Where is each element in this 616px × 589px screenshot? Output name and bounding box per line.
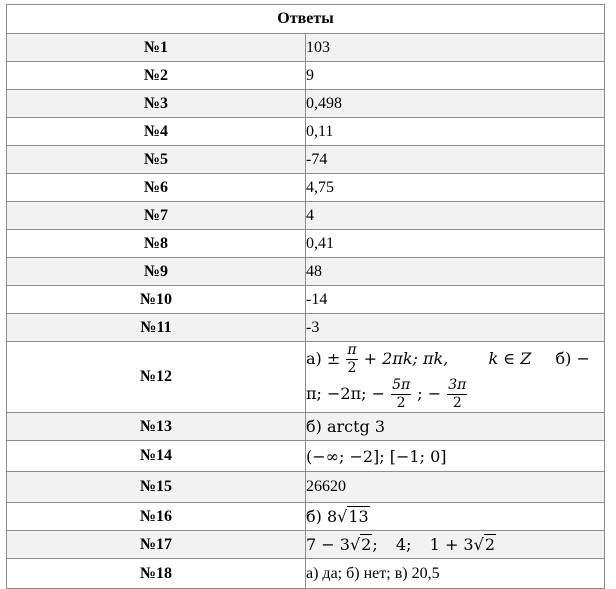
answer-number: №17 [7, 531, 306, 559]
sqrt-radicand: 2 [361, 535, 372, 554]
table-row [7, 118, 605, 146]
answer-value: 0,498 [306, 90, 605, 118]
fraction-numerator: 5π [392, 377, 411, 393]
answer-number: №9 [7, 258, 306, 286]
fraction-separator: ; − [417, 384, 442, 403]
table-title: Ответы [7, 5, 605, 34]
part-b-label: б) − π; −2π; − [306, 349, 590, 403]
answer-value-16 [306, 503, 605, 531]
part-a-label: а) ± [306, 349, 341, 368]
table-row [7, 202, 605, 230]
answer-value: а) да; б) нет; в) 20,5 [306, 559, 605, 589]
answer-number: №3 [7, 90, 306, 118]
fraction-denominator: 2 [447, 394, 467, 412]
answer-number: №6 [7, 174, 306, 202]
root-two: 4; [395, 535, 412, 554]
answer-number: №14 [7, 441, 306, 472]
sqrt-radicand: 2 [484, 535, 495, 554]
five-pi-over-2-fraction [391, 377, 411, 412]
table-row [7, 258, 605, 286]
table-row [7, 314, 605, 342]
answer-value: -74 [306, 146, 605, 174]
root-one-prefix: 7 − 3 [306, 535, 350, 554]
answer-value: -3 [306, 314, 605, 342]
answer-value: 26620 [306, 472, 605, 503]
table-row [7, 230, 605, 258]
table-row [7, 34, 605, 62]
table-row [7, 441, 605, 472]
sqrt-sign: √ [337, 507, 348, 526]
table-row [7, 559, 605, 589]
answer-value: 0,41 [306, 230, 605, 258]
answer-prefix: б) 8 [306, 507, 338, 526]
table-row [7, 90, 605, 118]
table-row [7, 531, 605, 559]
table-row [7, 146, 605, 174]
answer-value: 0,11 [306, 118, 605, 146]
answer-value: (−∞; −2]; [−1; 0] [306, 441, 605, 472]
three-pi-over-2-fraction [447, 377, 467, 412]
answer-value: 4,75 [306, 174, 605, 202]
answer-number: №10 [7, 286, 306, 314]
answer-number: №5 [7, 146, 306, 174]
table-row [7, 413, 605, 441]
answer-value-12 [306, 342, 605, 413]
sqrt-radicand: 13 [348, 507, 369, 526]
part-a-rest: + 2πk; πk, [363, 349, 449, 368]
answer-number: №15 [7, 472, 306, 503]
table-row [7, 174, 605, 202]
answer-number: №13 [7, 413, 306, 441]
answer-number: №1 [7, 34, 306, 62]
table-row [7, 286, 605, 314]
answer-value: б) arctg 3 [306, 413, 605, 441]
answer-number: №18 [7, 559, 306, 589]
table-row [7, 503, 605, 531]
answer-value: 4 [306, 202, 605, 230]
answer-number: №4 [7, 118, 306, 146]
fraction-denominator: 2 [347, 360, 357, 376]
answer-value: 9 [306, 62, 605, 90]
table-row [7, 62, 605, 90]
answer-value: 48 [306, 258, 605, 286]
answer-number: №8 [7, 230, 306, 258]
answer-number: №16 [7, 503, 306, 531]
pi-over-2-fraction [346, 342, 357, 377]
answer-value: -14 [306, 286, 605, 314]
fraction-numerator: π [347, 342, 357, 358]
answers-table [6, 4, 605, 589]
answer-value-17 [306, 531, 605, 559]
table-row [7, 342, 605, 413]
k-in-z: k ∈ Z [488, 349, 532, 368]
table-row [7, 472, 605, 503]
answer-value: 103 [306, 34, 605, 62]
table-header-row [7, 5, 605, 34]
answer-number: №12 [7, 342, 306, 413]
answer-number: №11 [7, 314, 306, 342]
answer-number: №7 [7, 202, 306, 230]
root-three-prefix: 1 + 3 [429, 535, 474, 554]
sqrt-sign: √ [349, 535, 361, 554]
fraction-denominator: 2 [391, 394, 411, 412]
root-one-end: ; [372, 535, 378, 554]
fraction-numerator: 3π [448, 377, 467, 393]
sqrt-sign: √ [473, 535, 484, 554]
answer-number: №2 [7, 62, 306, 90]
